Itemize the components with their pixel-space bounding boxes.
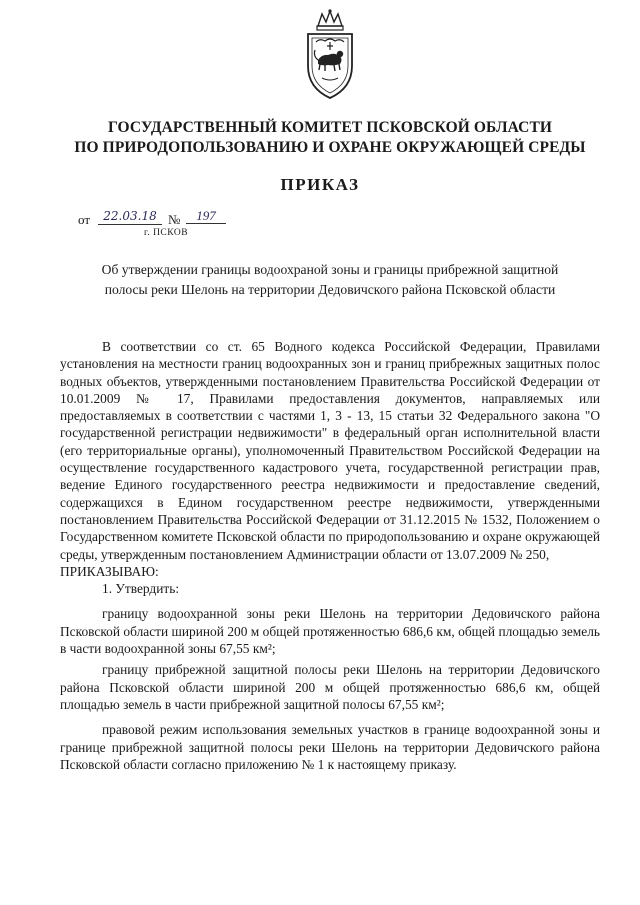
document-type-title: ПРИКАЗ [280,175,360,194]
date-label: от [78,212,91,227]
coat-of-arms-emblem [298,8,362,104]
preamble-paragraph: В соответствии со ст. 65 Водного кодекса Российской Федерации, Правилами установления на местности границ водоохранных зон и границ прибрежных защитных полос водных объектов, утвержденными постановлением Правительства Российской Федерации от 10.01.2009 № 17, Правилами предоставления документов, направляемых или предоставляемых в соответствии с частями 1, 3 - 13, 15 статьи 32 Федерального закона "О государственной регистрации недвижимости" в федеральный орган исполнительной власти (его территориальные органы), уполномоченный Правительством Российской Федерации на осуществление государственного кадастрового учета, государственной регистрации прав, ведение Единого государственного реестра недвижимости и предоставление сведений, содержащихся в Едином государственном реестре недвижимости, утвержденными постановлением Правительства Российской Федерации от 31.12.2015 № 1532, Положением о Государственном комитете Псковской области по природопользованию и охране окружающей среды, утвержденным постановлением Администрации области от 13.07.2009 № 250, [60,339,600,562]
document-number: 197 [186,208,226,224]
subject-line1: Об утверждении границы водоохраной зоны и границы прибрежной защитной [101,262,559,277]
document-body [60,338,600,773]
organization-name-line2: ПО ПРИРОДОПОЛЬЗОВАНИЮ И ОХРАНЕ ОКРУЖАЮЩЕЙ СРЕДЫ [74,139,586,156]
document-meta [78,208,278,252]
item-1-paragraph-b: границу прибрежной защитной полосы реки Шелонь на территории Дедовичского района Псковской области шириной 200 м общей протяженностью 686,6 км, общей площадью земель в части прибрежной защитной полосы 67,55 км²; [60,662,600,712]
document-date: 22.03.18 [98,209,162,225]
organization-name-line1: ГОСУДАРСТВЕННЫЙ КОМИТЕТ ПСКОВСКОЙ ОБЛАСТИ [107,119,553,136]
item-1-paragraph-a: границу водоохранной зоны реки Шелонь на территории Дедовичского района Псковской области шириной 200 м общей протяженностью 686,6 км, общей площадью земель в части водоохранной зоны 67,55 км²; [60,606,600,657]
document-subject [60,260,600,300]
number-label: № [168,212,181,227]
order-word: ПРИКАЗЫВАЮ: [60,563,159,579]
document-city: г. ПСКОВ [144,228,189,238]
item-1-paragraph-c: правовой режим использования земельных участков в границе водоохранной зоны и границе прибрежной защитной полосы реки Шелонь на территории Дедовичского района Псковской области согласно приложению № 1 к настоящему приказу. [60,722,600,772]
item-1-heading: 1. Утвердить: [102,581,180,597]
subject-line2: полосы реки Шелонь на территории Дедовичского района Псковской области [104,282,556,297]
